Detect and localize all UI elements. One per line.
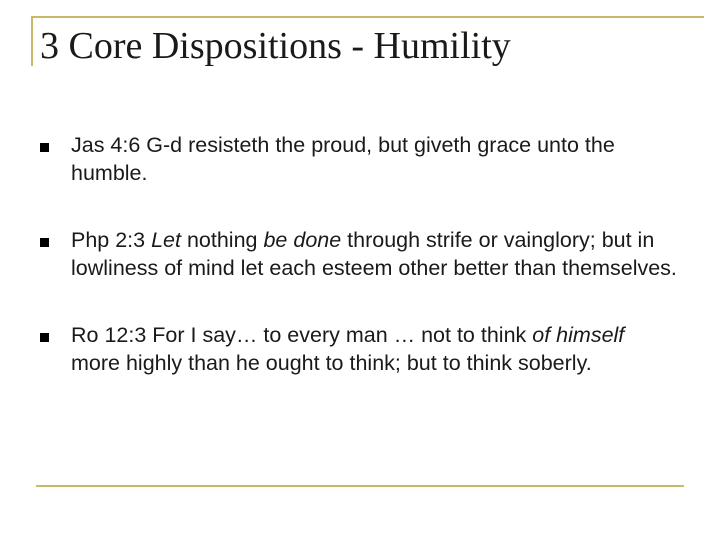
bullet-text [71,133,615,185]
bullet-item [38,132,678,188]
bullet-text [71,323,624,375]
bullet-item [38,322,678,378]
bullet-list [38,132,678,378]
bullet-text-italic-run: of himself [532,322,625,347]
square-bullet-icon [40,143,49,152]
bullet-text-italic-run: Let [151,227,181,252]
bullet-text-run: nothing [180,227,264,252]
title-accent-horizontal-line [31,16,704,18]
footer-divider-line [36,485,684,487]
bullet-text-italic-run: be done [263,227,342,252]
bullet-text-run: more highly than he ought to think; but to think soberly. [71,350,592,375]
bullet-item [38,227,678,283]
square-bullet-icon [40,333,49,342]
bullet-text [71,228,677,280]
bullet-text-run: Jas 4:6 G-d resisteth the proud, but giveth grace unto the humble. [71,133,615,185]
title-accent-vertical-line [31,16,33,66]
bullet-text-run: through strife or vainglory; but in lowliness of mind let each esteem other better than themselves. [71,227,677,280]
bullet-text-run: Ro 12:3 For I say… to every man … not to think [71,322,533,347]
slide-title: 3 Core Dispositions - Humility [40,25,511,67]
square-bullet-icon [40,238,49,247]
bullet-text-run: Php 2:3 [71,227,152,252]
